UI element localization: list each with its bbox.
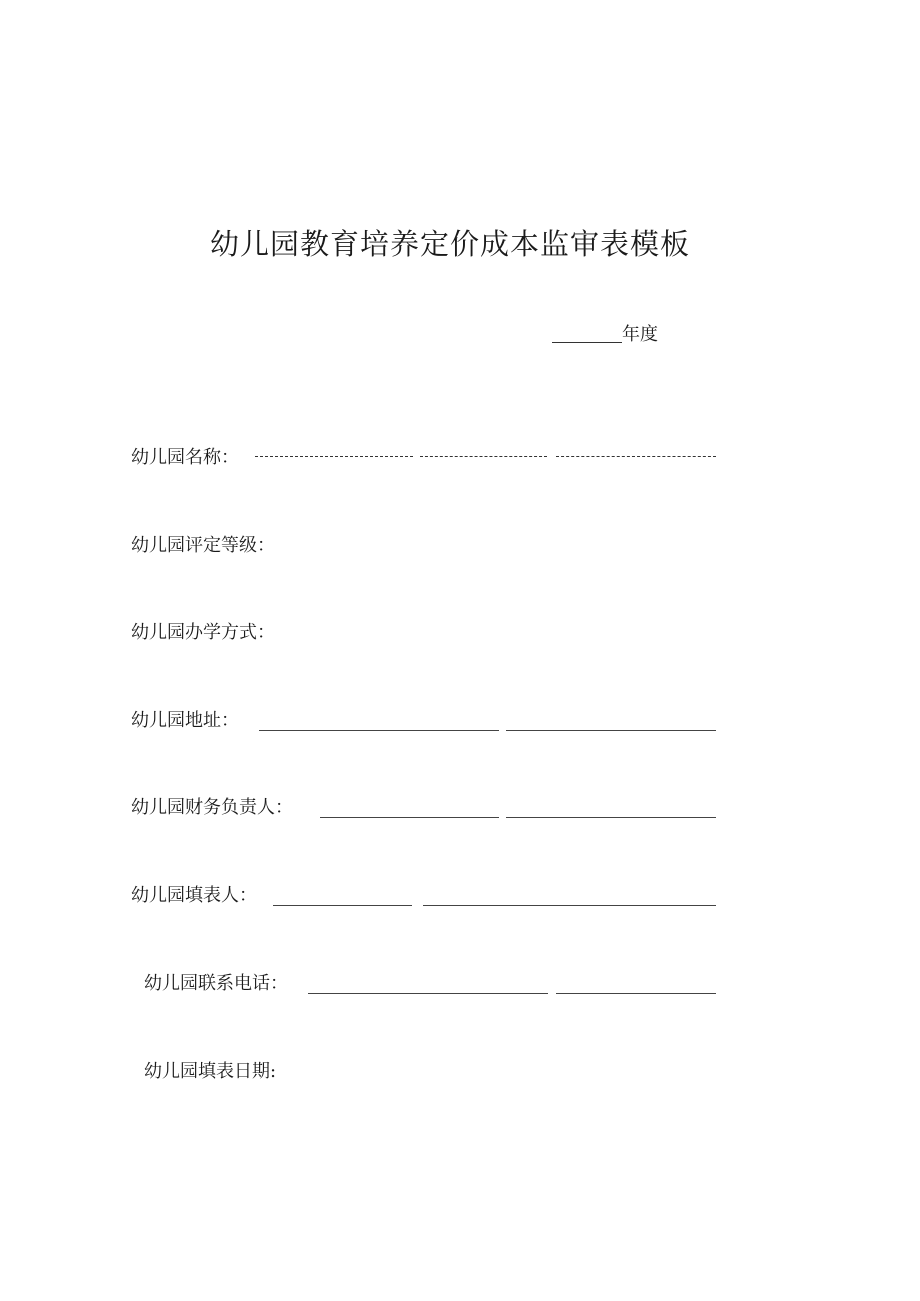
field-form-filler bbox=[131, 881, 257, 909]
finance-blank-2[interactable] bbox=[506, 817, 716, 818]
name-blank-3[interactable] bbox=[556, 456, 716, 457]
field-fill-date bbox=[144, 1057, 276, 1085]
field-label: 幼儿园联系电话： bbox=[144, 973, 288, 994]
name-blank-2[interactable] bbox=[420, 456, 547, 457]
name-blank-1[interactable] bbox=[255, 456, 413, 457]
phone-blank-1[interactable] bbox=[308, 993, 548, 994]
field-label: 幼儿园地址： bbox=[131, 710, 239, 731]
address-blank-2[interactable] bbox=[506, 730, 716, 731]
field-finance-officer bbox=[131, 793, 293, 821]
year-blank[interactable] bbox=[552, 342, 622, 343]
field-label: 幼儿园填表人： bbox=[131, 885, 257, 906]
field-label: 幼儿园财务负责人： bbox=[131, 797, 293, 818]
field-label: 幼儿园办学方式： bbox=[131, 622, 275, 643]
field-operation-mode bbox=[131, 618, 275, 646]
field-label: 幼儿园名称： bbox=[131, 447, 239, 468]
document-title: 幼儿园教育培养定价成本监审表模板 bbox=[209, 227, 690, 261]
filler-blank-2[interactable] bbox=[423, 905, 716, 906]
field-label: 幼儿园评定等级： bbox=[131, 535, 275, 556]
field-contact-phone bbox=[144, 969, 288, 997]
year-suffix: 年度 bbox=[622, 324, 658, 345]
field-label: 幼儿园填表日期: bbox=[144, 1061, 277, 1082]
phone-blank-2[interactable] bbox=[556, 993, 716, 994]
field-address bbox=[131, 706, 239, 734]
field-rating-level bbox=[131, 531, 275, 559]
filler-blank-1[interactable] bbox=[273, 905, 412, 906]
field-kindergarten-name bbox=[131, 443, 239, 471]
address-blank-1[interactable] bbox=[259, 730, 499, 731]
finance-blank-1[interactable] bbox=[320, 817, 499, 818]
year-field bbox=[552, 320, 658, 346]
